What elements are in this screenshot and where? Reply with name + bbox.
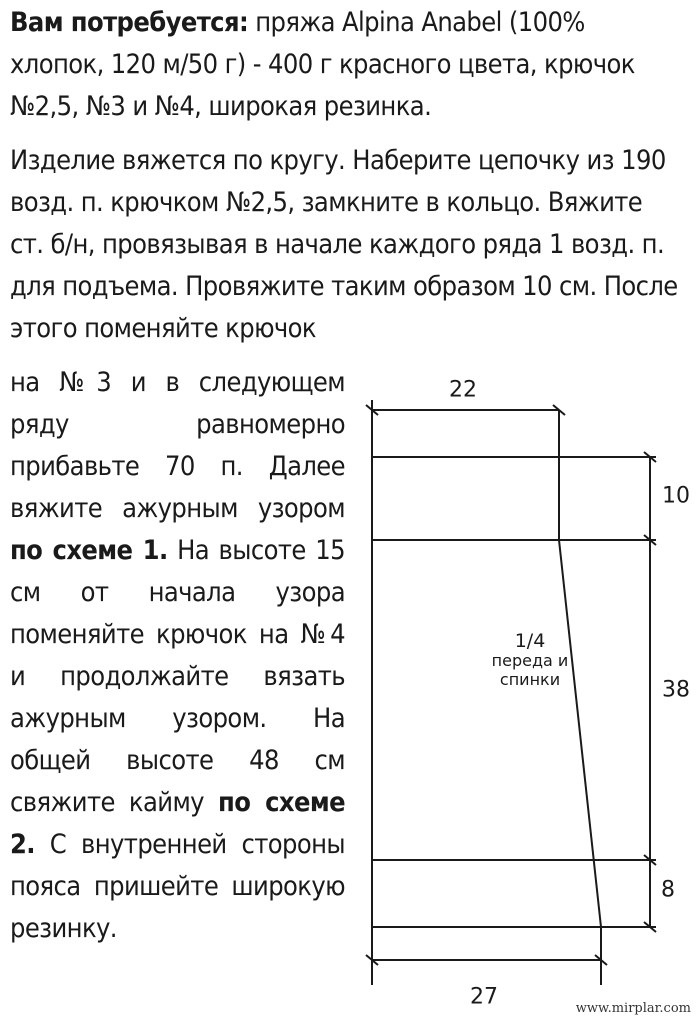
dim-body-height-label: 38 (662, 677, 690, 703)
pattern-ref-1: по схеме 1. (10, 535, 168, 566)
pattern-ref-2: по схеме 2. (10, 787, 345, 860)
instructions-part-1: на №3 и в следующем ряду равномерно прибавьте 70 п. Далее вяжите ажурным узором (10, 367, 345, 524)
materials-paragraph (10, 2, 680, 128)
instructions-column (10, 362, 345, 950)
schematic-fraction: 1/4 (514, 630, 546, 652)
dim-border-height-label: 8 (661, 877, 675, 903)
schematic-part-name: переда и спинки (491, 651, 569, 689)
watermark: www.mirplar.com (575, 1001, 691, 1016)
materials-heading: Вам потребуется: (10, 7, 249, 38)
dim-top-width-label: 22 (449, 377, 477, 403)
instructions-intro: Изделие вяжется по кругу. Наберите цепочку из 190 возд. п. крючком №2,5, замкните в кольцо. Вяжите ст. б/н, провязывая в начале каждого ряда 1 возд. п. для подъема. Провяжите таким образом 10 см. После этого поменяйте крючок (10, 145, 678, 344)
dim-bottom-width-label: 27 (470, 984, 498, 1010)
instructions-part-2: На высоте 15 см от начала узора поменяйте крючок на №4 и продолжайте вязать ажурным узором. На общей высоте 48 см свяжите кайму (10, 535, 345, 818)
schematic-part-label (470, 632, 590, 689)
schematic-right-slant (559, 540, 601, 927)
materials-text: пряжа Alpina Anabel (100% хлопок, 120 м/50 г) - 400 г красного цвета, крючок №2,5, №3 и №4, широкая резинка. (10, 7, 635, 122)
dim-waistband-height-label: 10 (662, 483, 690, 509)
instructions-part-3: С внутренней стороны пояса пришейте широкую резинку. (10, 829, 345, 944)
